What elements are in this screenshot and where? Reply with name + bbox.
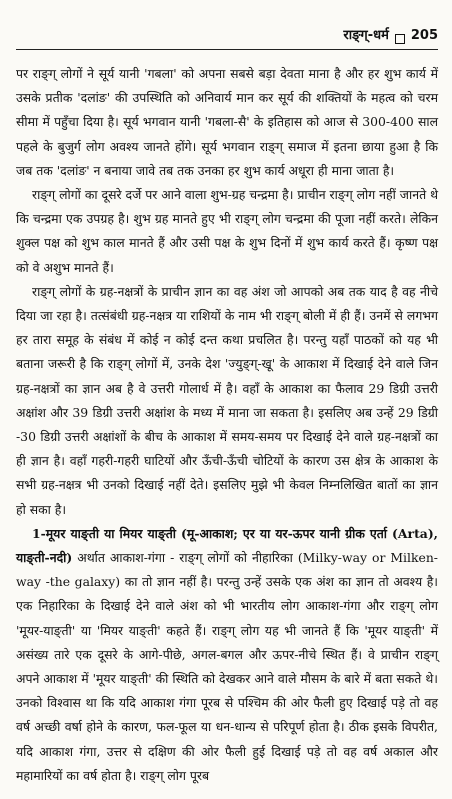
paragraph xyxy=(16,62,438,183)
running-header xyxy=(16,0,438,50)
page-number: 205 xyxy=(410,28,438,43)
paragraph xyxy=(16,522,438,788)
paragraph-text: राङ्ग् लोगों के ग्रह-नक्षत्रों के प्राचीन ज्ञान का वह अंश जो आपको अब तक याद है वह नीचे दिया जा रहा है। तत्संबंधी ग्रह-नक्षत्र या राशियों के नाम भी राङ्ग् बोली में ही हैं। उनमें से लगभग हर तारा समूह के संबंध में कोई न कोई दन्त कथा प्रचलित है। परन्तु यहाँ पाठकों को यह भी बताना जरूरी है कि राङ्ग् लोगों में, उनके देश 'ज्युङ्ग्-खू' के आकाश में दिखाई देने वाले जिन ग्रह-नक्षत्रों का ज्ञान अब है वे उत्तरी गोलार्ध में है। वहाँ के आकाश का फैलाव 29 डिग्री उत्तरी अक्षांश और 39 डिग्री उत्तरी अक्षांश के मध्य में माना जा सकता है। इसलिए अब उन्हें 29 डिग्री -30 डिग्री उत्तरी अक्षांशों के बीच के आकाश में समय-समय पर दिखाई देने वाले ग्रह-नक्षत्रों का ही ज्ञान है। वहाँ गहरी-गहरी घाटियों और ऊँची-ऊँची चोटियों के कारण उस क्षेत्र के आकाश के सभी ग्रह-नक्षत्र भी उनको दिखाई नहीं देते। इसलिए मुझे भी केवल निम्नलिखित बातों का ज्ञान हो सका है। xyxy=(16,283,438,517)
section-heading: 1-मूयर याङ्ती या मियर याङ्ती (मू-आकाश; एर या यर-ऊपर यानी ग्रीक एर्ता (Arta), याङ्ती-नदी) xyxy=(16,525,438,566)
paragraph-text: अर्थात आकाश-गंगा - राङ्ग् लोगों को नीहारिका (Milky-way or Milken-way -the galaxy) का तो ज्ञान नहीं है। परन्तु उन्हें उसके एक अंश का ज्ञान तो अवश्य है। एक निहारिका के दिखाई देने वाले अंश को भी भारतीय लोग आकाश-गंगा और राङ्ग् लोग 'मूयर-याङ्ती' या 'मियर याङ्ती' कहते हैं। राङ्ग् लोग यह भी जानते हैं कि 'मूयर याङ्ती' में असंख्य तारे एक दूसरे के आगे-पीछे, अगल-बगल और ऊपर-नीचे स्थित हैं। वे प्राचीन राङ्ग् अपने आकाश में 'मूयर याङ्ती' की स्थिति को देखकर आने वाले मौसम के बारे में बता सकते थे। उनको विश्वास था कि यदि आकाश गंगा पूरब से पश्चिम की ओर फैली हुए दिखाई पड़े तो वह वर्ष अच्छी वर्षा होने के कारण, फल-फूल या धन-धान्य से परिपूर्ण होता है। ठीक इसके विपरीत, यदि आकाश गंगा, उत्तर से दक्षिण की ओर फैली हुई दिखाई पड़े तो वह वर्ष अकाल और महामारियों का वर्ष होता है। राङ्ग् लोग पूरब xyxy=(16,550,438,783)
paragraph-text: पर राङ्ग् लोगों ने सूर्य यानी 'गबला' को अपना सबसे बड़ा देवता माना है और हर शुभ कार्य में उसके प्रतीक 'दलांङ' की उपस्थिति को अनिवार्य मान कर सूर्य की शक्तियों के महत्व को चरम सीमा में पहुँचा दिया है। सूर्य भगवान यानी 'गबला-सै' के इतिहास को आज से 300-400 साल पहले के बुजुर्ग लोग अवश्य जानते होंगे। सूर्य भगवान राङ्ग् समाज में इतना छाया हुआ है कि जब तक 'दलांङ' न बनाया जावे तब तक उनका हर शुभ कार्य अधूरा ही माना जाता है। xyxy=(16,66,438,178)
paragraph xyxy=(16,183,438,280)
paragraph xyxy=(16,280,438,522)
running-title: राङ्ग्-धर्म xyxy=(343,28,389,43)
body-text xyxy=(16,62,438,788)
square-ornament-icon xyxy=(395,34,405,44)
paragraph-text: राङ्ग् लोगों का दूसरे दर्जे पर आने वाला शुभ-ग्रह चन्द्रमा है। प्राचीन राङ्ग् लोग नहीं जानते थे कि चन्द्रमा एक उपग्रह है। शुभ ग्रह मानते हुए भी राङ्ग् लोग चन्द्रमा की पूजा नहीं करते। लेकिन शुक्ल पक्ष को शुभ काल मानते हैं और उसी पक्ष के शुभ दिनों में शुभ कार्य करते हैं। कृष्ण पक्ष को वे अशुभ मानते हैं। xyxy=(16,187,438,275)
